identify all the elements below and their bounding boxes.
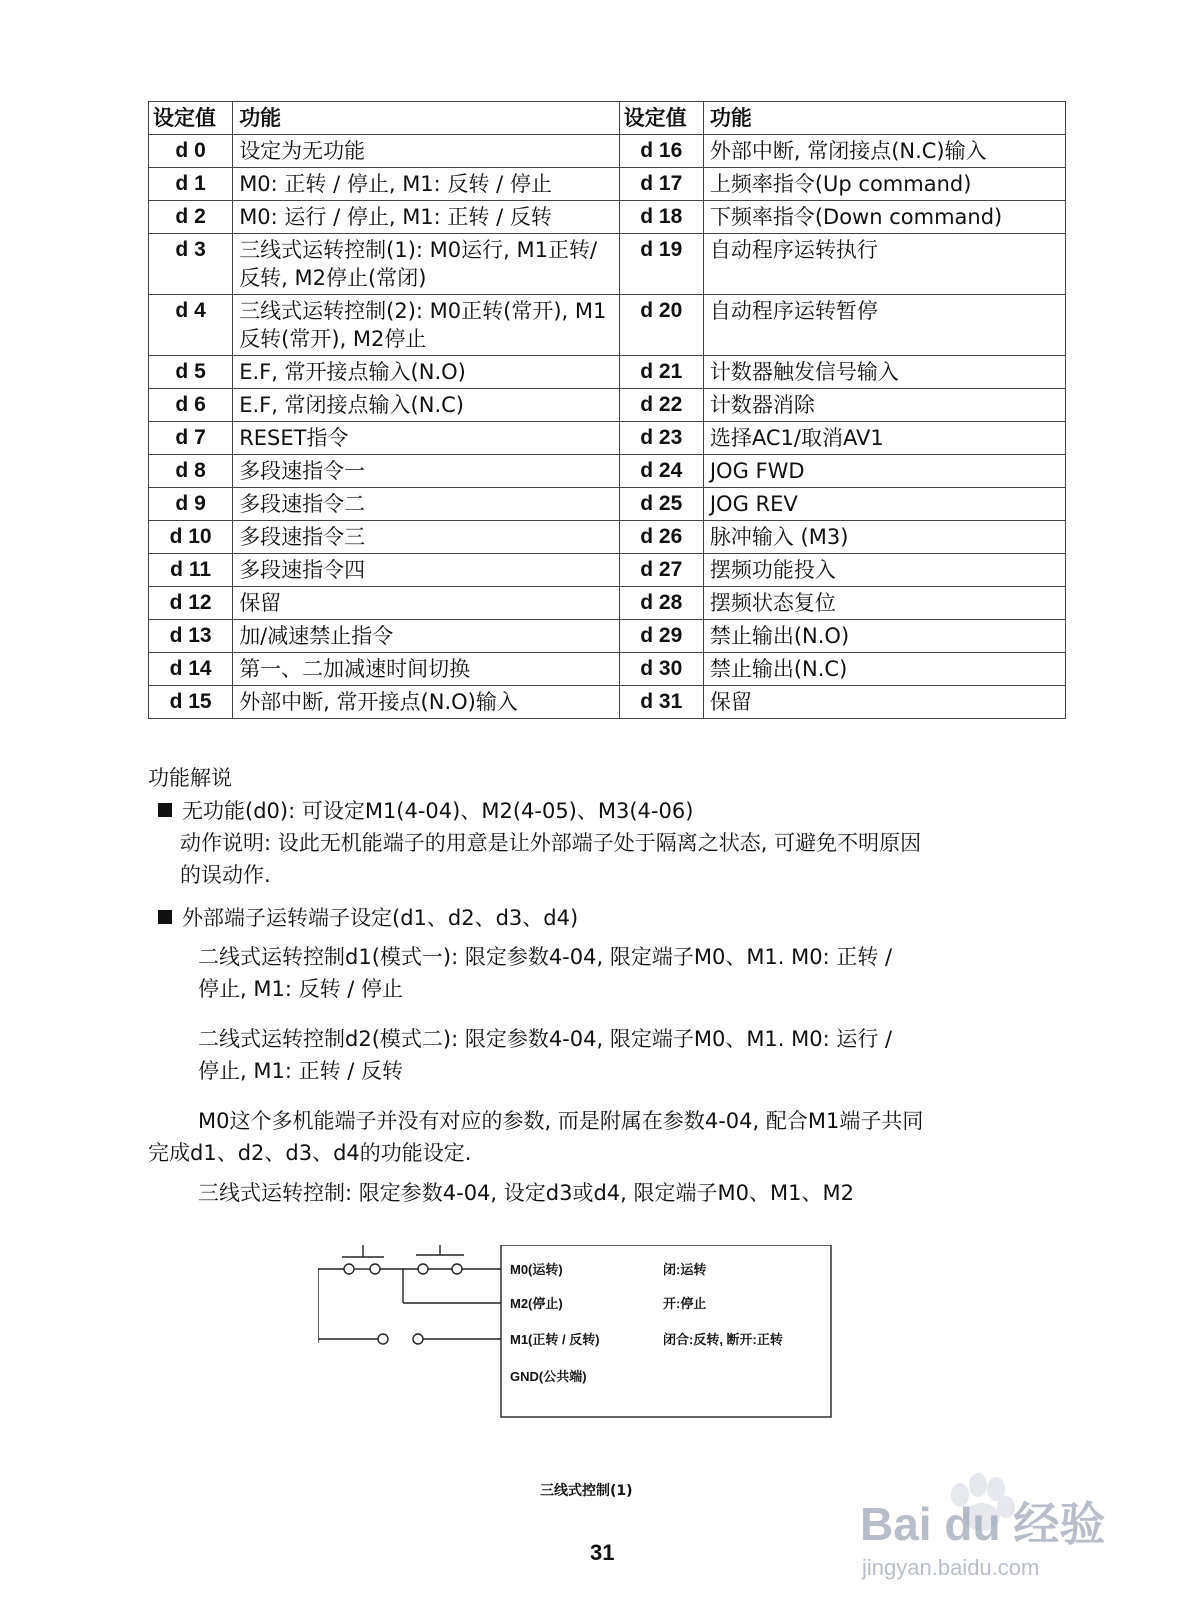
function-desc: 禁止输出(N.O) bbox=[703, 620, 1065, 653]
function-desc: 第一、二加减速时间切换 bbox=[233, 653, 619, 686]
table-row bbox=[149, 356, 1066, 389]
setting-code: d 2 bbox=[149, 201, 233, 234]
function-desc: 多段速指令二 bbox=[233, 488, 619, 521]
setting-code: d 6 bbox=[149, 389, 233, 422]
state-m0: 闭:运转 bbox=[663, 1262, 707, 1277]
state-m2: 开:停止 bbox=[663, 1296, 707, 1311]
table-row bbox=[149, 422, 1066, 455]
table-row bbox=[149, 234, 1066, 295]
header-code-right: 设定值 bbox=[619, 102, 703, 135]
paragraph-line: 二线式运转控制d2(模式二): 限定参数4-04, 限定端子M0、M1. M0: 运行 / bbox=[198, 1027, 893, 1051]
table-row bbox=[149, 587, 1066, 620]
paragraph-line: 停止, M1: 反转 / 停止 bbox=[198, 977, 404, 1001]
bullet-no-function bbox=[158, 796, 693, 827]
function-desc: 自动程序运转暂停 bbox=[703, 295, 1065, 356]
function-desc: 三线式运转控制(1): M0运行, M1正转/反转, M2停止(常闭) bbox=[233, 234, 619, 295]
setting-code: d 11 bbox=[149, 554, 233, 587]
setting-code: d 24 bbox=[619, 455, 703, 488]
function-desc: 多段速指令三 bbox=[233, 521, 619, 554]
function-desc: 外部中断, 常开接点(N.O)输入 bbox=[233, 686, 619, 719]
label-m1: M1(正转 / 反转) bbox=[510, 1332, 600, 1347]
label-m2: M2(停止) bbox=[510, 1296, 563, 1311]
table-header-row bbox=[149, 102, 1066, 135]
setting-code: d 1 bbox=[149, 168, 233, 201]
paragraph-line: 二线式运转控制d1(模式一): 限定参数4-04, 限定端子M0、M1. M0: 正转 / bbox=[198, 945, 893, 969]
setting-code: d 26 bbox=[619, 521, 703, 554]
setting-code: d 5 bbox=[149, 356, 233, 389]
setting-code: d 16 bbox=[619, 135, 703, 168]
setting-code: d 25 bbox=[619, 488, 703, 521]
bullet-title: 外部端子运转端子设定(d1、d2、d3、d4) bbox=[182, 906, 579, 930]
function-desc: 摆频状态复位 bbox=[703, 587, 1065, 620]
table-row bbox=[149, 686, 1066, 719]
state-m1: 闭合:反转, 断开:正转 bbox=[663, 1332, 783, 1347]
bullet-terminal-setting bbox=[158, 903, 578, 934]
label-m0: M0(运转) bbox=[510, 1262, 563, 1277]
function-table bbox=[148, 101, 1066, 719]
contact-icon bbox=[378, 1334, 388, 1344]
function-desc: 计数器触发信号输入 bbox=[703, 356, 1065, 389]
bullet-title: 无功能(d0): 可设定M1(4-04)、M2(4-05)、M3(4-06) bbox=[182, 799, 694, 823]
setting-code: d 0 bbox=[149, 135, 233, 168]
setting-code: d 14 bbox=[149, 653, 233, 686]
paragraph-line: 动作说明: 设此无机能端子的用意是让外部端子处于隔离之状态, 可避免不明原因 bbox=[180, 831, 922, 855]
three-wire-diagram bbox=[318, 1245, 878, 1495]
function-desc: 三线式运转控制(2): M0正转(常开), M1反转(常开), M2停止 bbox=[233, 295, 619, 356]
paragraph-line: 三线式运转控制: 限定参数4-04, 设定d3或d4, 限定端子M0、M1、M2 bbox=[198, 1181, 854, 1205]
setting-code: d 23 bbox=[619, 422, 703, 455]
table-row bbox=[149, 653, 1066, 686]
function-desc: 计数器消除 bbox=[703, 389, 1065, 422]
setting-code: d 18 bbox=[619, 201, 703, 234]
header-code-left: 设定值 bbox=[149, 102, 233, 135]
paragraph-line: 的误动作. bbox=[180, 863, 271, 887]
table-row bbox=[149, 135, 1066, 168]
function-desc: JOG REV bbox=[703, 488, 1065, 521]
function-desc: 上频率指令(Up command) bbox=[703, 168, 1065, 201]
setting-code: d 12 bbox=[149, 587, 233, 620]
function-desc: 下频率指令(Down command) bbox=[703, 201, 1065, 234]
contact-icon bbox=[370, 1264, 380, 1274]
function-desc: 自动程序运转执行 bbox=[703, 234, 1065, 295]
table-row bbox=[149, 521, 1066, 554]
function-desc: 摆频功能投入 bbox=[703, 554, 1065, 587]
label-gnd: GND(公共端) bbox=[510, 1369, 587, 1384]
setting-code: d 29 bbox=[619, 620, 703, 653]
table-row bbox=[149, 389, 1066, 422]
function-desc: 加/减速禁止指令 bbox=[233, 620, 619, 653]
setting-code: d 20 bbox=[619, 295, 703, 356]
setting-code: d 21 bbox=[619, 356, 703, 389]
function-desc: M0: 正转 / 停止, M1: 反转 / 停止 bbox=[233, 168, 619, 201]
table-row bbox=[149, 201, 1066, 234]
function-desc: 保留 bbox=[703, 686, 1065, 719]
setting-code: d 13 bbox=[149, 620, 233, 653]
function-desc: 多段速指令四 bbox=[233, 554, 619, 587]
setting-code: d 9 bbox=[149, 488, 233, 521]
setting-code: d 31 bbox=[619, 686, 703, 719]
table-row bbox=[149, 455, 1066, 488]
paragraph-line: M0这个多机能端子并没有对应的参数, 而是附属在参数4-04, 配合M1端子共同 bbox=[198, 1109, 924, 1133]
header-func-left: 功能 bbox=[233, 102, 619, 135]
function-desc: 选择AC1/取消AV1 bbox=[703, 422, 1065, 455]
function-desc: 禁止输出(N.C) bbox=[703, 653, 1065, 686]
setting-code: d 10 bbox=[149, 521, 233, 554]
function-desc: JOG FWD bbox=[703, 455, 1065, 488]
diagram-caption: 三线式控制(1) bbox=[540, 1483, 633, 1499]
function-desc: E.F, 常开接点输入(N.O) bbox=[233, 356, 619, 389]
function-desc: M0: 运行 / 停止, M1: 正转 / 反转 bbox=[233, 201, 619, 234]
bullet-square-icon bbox=[158, 910, 172, 924]
setting-code: d 19 bbox=[619, 234, 703, 295]
paragraph-line: 停止, M1: 正转 / 反转 bbox=[198, 1059, 404, 1083]
section-title: 功能解说 bbox=[148, 766, 232, 790]
setting-code: d 3 bbox=[149, 234, 233, 295]
contact-icon bbox=[344, 1264, 354, 1274]
table-row bbox=[149, 168, 1066, 201]
function-desc: 多段速指令一 bbox=[233, 455, 619, 488]
function-desc: 设定为无功能 bbox=[233, 135, 619, 168]
contact-icon bbox=[418, 1264, 428, 1274]
function-desc: RESET指令 bbox=[233, 422, 619, 455]
header-func-right: 功能 bbox=[703, 102, 1065, 135]
table-row bbox=[149, 488, 1066, 521]
function-desc: 外部中断, 常闭接点(N.C)输入 bbox=[703, 135, 1065, 168]
table-row bbox=[149, 295, 1066, 356]
page-number: 31 bbox=[590, 1540, 615, 1565]
watermark-url: jingyan.baidu.com bbox=[862, 1555, 1040, 1580]
table-row bbox=[149, 554, 1066, 587]
watermark-brand: Bai du 经验 bbox=[860, 1498, 1106, 1550]
setting-code: d 27 bbox=[619, 554, 703, 587]
table-row bbox=[149, 620, 1066, 653]
contact-icon bbox=[452, 1264, 462, 1274]
setting-code: d 17 bbox=[619, 168, 703, 201]
setting-code: d 30 bbox=[619, 653, 703, 686]
bullet-square-icon bbox=[158, 803, 172, 817]
function-desc: 保留 bbox=[233, 587, 619, 620]
setting-code: d 22 bbox=[619, 389, 703, 422]
function-desc: 脉冲输入 (M3) bbox=[703, 521, 1065, 554]
function-desc: E.F, 常闭接点输入(N.C) bbox=[233, 389, 619, 422]
setting-code: d 15 bbox=[149, 686, 233, 719]
paragraph-line: 完成d1、d2、d3、d4的功能设定. bbox=[148, 1141, 472, 1165]
contact-icon bbox=[413, 1334, 423, 1344]
setting-code: d 28 bbox=[619, 587, 703, 620]
setting-code: d 4 bbox=[149, 295, 233, 356]
setting-code: d 8 bbox=[149, 455, 233, 488]
setting-code: d 7 bbox=[149, 422, 233, 455]
